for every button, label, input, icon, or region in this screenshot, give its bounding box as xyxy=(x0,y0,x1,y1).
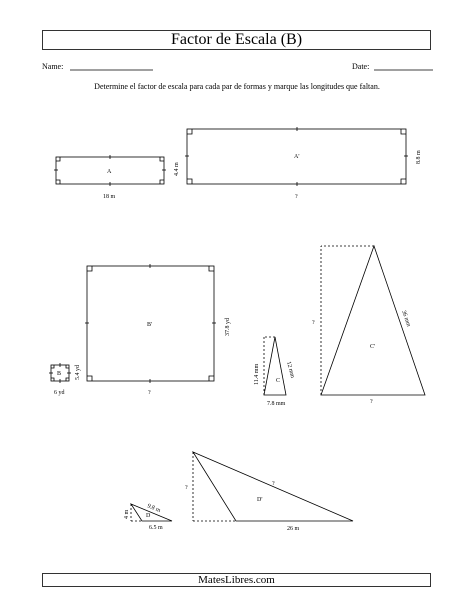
shape-c-hyp: 12 mm xyxy=(285,360,296,379)
worksheet-title: Factor de Escala (B) xyxy=(42,30,431,50)
shape-d-prime-height: ? xyxy=(185,485,188,491)
shape-a-prime-width: ? xyxy=(295,194,298,200)
shape-b-width: 6 yd xyxy=(54,390,65,396)
shape-c-prime-hyp: 36 mm xyxy=(400,309,412,328)
shape-a-prime-left: 4.4 m xyxy=(174,162,180,176)
shape-c-height: 11.4 mm xyxy=(254,363,260,385)
shape-a-label: A xyxy=(107,169,112,175)
shape-c-base: 7.8 mm xyxy=(267,401,286,407)
shape-c xyxy=(264,337,286,395)
shape-b-height: 5.4 yd xyxy=(75,365,81,380)
shape-d-prime-hyp: ? xyxy=(272,481,275,487)
instructions-text: Determine el factor de escala para cada par de formas y marque las longitudes que faltan. xyxy=(94,82,380,91)
shape-b-prime-width: ? xyxy=(148,390,151,396)
shape-b-label: B xyxy=(57,371,62,377)
name-label: Name: xyxy=(42,62,64,71)
shape-d-prime-label: D' xyxy=(257,497,263,503)
shape-d-hyp: 9.8 m xyxy=(146,503,162,514)
shape-c-label: C xyxy=(276,378,281,384)
shape-c-prime-height: ? xyxy=(312,320,315,326)
shape-c-prime-label: C' xyxy=(370,344,376,350)
shape-a-width: 18 m xyxy=(103,194,116,200)
date-label: Date: xyxy=(352,62,370,71)
shape-c-prime-base: ? xyxy=(370,399,373,405)
shape-d-base: 6.5 m xyxy=(149,525,163,531)
shape-d-label: D xyxy=(146,513,151,519)
shape-b-prime-label: B' xyxy=(147,322,153,328)
shape-b-prime-height: 37.8 yd xyxy=(225,318,231,336)
shape-d-prime-base: 26 m xyxy=(287,526,300,532)
footer-site[interactable]: MatesLibres.com xyxy=(42,573,431,587)
shape-a-prime-right: 8.8 m xyxy=(416,150,422,164)
shape-d-height: 4 m xyxy=(124,509,130,519)
shape-a-prime-label: A' xyxy=(294,154,300,160)
